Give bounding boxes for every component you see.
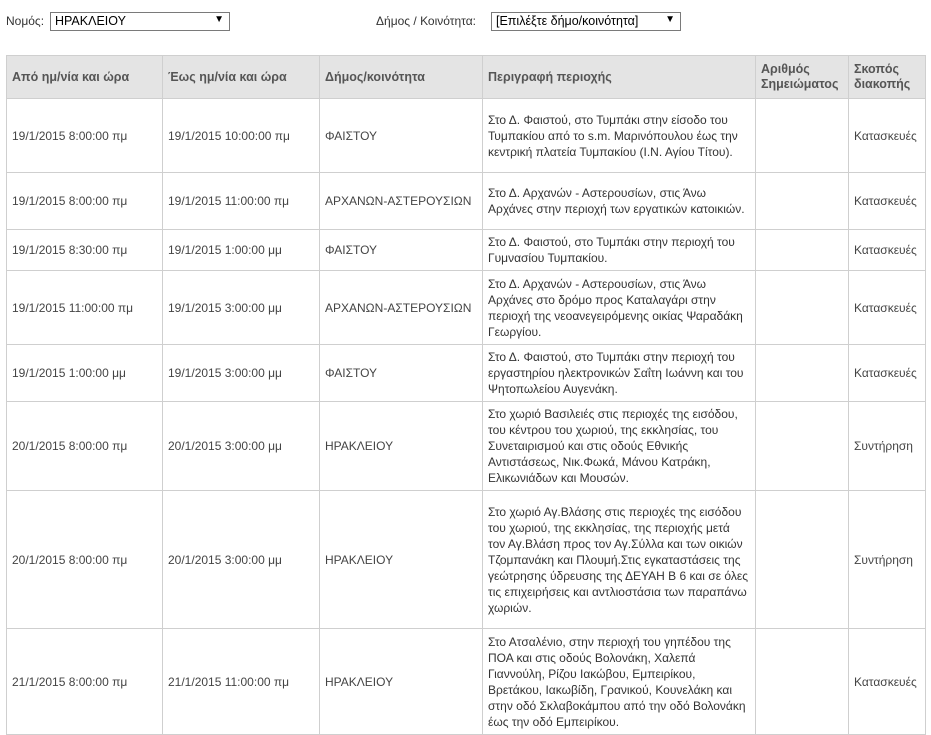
cell-description: Στο Δ. Φαιστού, στο Τυμπάκι στην περιοχή του εργαστηρίου ηλεκτρονικών Σαΐτη Ιωάννη και του Ψητοπωλείου Αυγενάκη. [483,345,756,402]
cell-reason: Κατασκευές [849,99,926,173]
prefecture-select[interactable] [50,12,230,31]
cell-to: 19/1/2015 3:00:00 μμ [163,271,320,345]
cell-description: Στο Δ. Αρχανών - Αστερουσίων, στις Άνω Αρχάνες στο δρόμο προς Καταλαγάρι στην περιοχή της νεοανεγειρόμενης οικίας Ψαραδάκη Γεωργίου. [483,271,756,345]
cell-reason: Κατασκευές [849,230,926,271]
cell-point-number [756,345,849,402]
table-row [7,230,926,271]
cell-to: 19/1/2015 1:00:00 μμ [163,230,320,271]
cell-reason: Κατασκευές [849,173,926,230]
cell-from: 19/1/2015 8:00:00 πμ [7,173,163,230]
table-header-row [7,56,926,99]
cell-point-number [756,99,849,173]
cell-to: 19/1/2015 10:00:00 πμ [163,99,320,173]
cell-description: Στο χωριό Αγ.Βλάσης στις περιοχές της εισόδου του χωριού, της εκκλησίας, της περιοχής μετά τον Αγ.Βλάση προς τον Αγ.Σύλλα και των οικιών Τζομπανάκη και Πλουμή.Στις εγκαταστάσεις της γεώτρησης ύδρευσης της ΔΕΥΑΗ Β 6 και σε όλες τις επιχειρήσεις και αντλιοστάσια των παραπάνω χωριών. [483,491,756,629]
table-row [7,345,926,402]
cell-reason: Κατασκευές [849,629,926,735]
cell-to: 19/1/2015 3:00:00 μμ [163,345,320,402]
cell-from: 19/1/2015 8:30:00 πμ [7,230,163,271]
prefecture-label: Νομός: [6,14,45,28]
cell-from: 19/1/2015 11:00:00 πμ [7,271,163,345]
cell-municipality: ΦΑΙΣΤΟΥ [320,230,483,271]
cell-description: Στο Δ. Φαιστού, στο Τυμπάκι στην περιοχή του Γυμνασίου Τυμπακίου. [483,230,756,271]
cell-point-number [756,271,849,345]
municipality-label: Δήμος / Κοινότητα: [376,14,477,28]
cell-from: 21/1/2015 8:00:00 πμ [7,629,163,735]
cell-to: 21/1/2015 11:00:00 πμ [163,629,320,735]
header-to[interactable]: Έως ημ/νία και ώρα [163,56,320,99]
cell-to: 19/1/2015 11:00:00 πμ [163,173,320,230]
cell-description: Στο Δ. Φαιστού, στο Τυμπάκι στην είσοδο του Τυμπακίου από το s.m. Μαρινόπουλου έως την κεντρική πλατεία Τυμπακίου (Ι.Ν. Αγίου Τίτου). [483,99,756,173]
cell-municipality: ΗΡΑΚΛΕΙΟΥ [320,491,483,629]
cell-from: 19/1/2015 1:00:00 μμ [7,345,163,402]
cell-description: Στο Ατσαλένιο, στην περιοχή του γηπέδου της ΠΟΑ και στις οδούς Βολονάκη, Χαλεπά Γιαννούλη, Ρίζου Ιακώβου, Εμπειρίκου, Βρετάκου, Ιακωβίδη, Γρανικού, Κουνελάκη και στην οδό Σκλαβοκάμπου από την οδό Βολονάκη έως την οδό Εμπειρίκου. [483,629,756,735]
cell-to: 20/1/2015 3:00:00 μμ [163,491,320,629]
cell-point-number [756,402,849,491]
table-row [7,629,926,735]
municipality-select[interactable] [491,12,681,31]
cell-reason: Συντήρηση [849,402,926,491]
cell-from: 20/1/2015 8:00:00 πμ [7,491,163,629]
table-row [7,491,926,629]
table-row [7,402,926,491]
cell-description: Στο Δ. Αρχανών - Αστερουσίων, στις Άνω Αρχάνες στην περιοχή των εργατικών κατοικιών. [483,173,756,230]
table-row [7,173,926,230]
dropdown-arrow-icon: ▼ [665,14,675,25]
header-description[interactable]: Περιγραφή περιοχής [483,56,756,99]
cell-municipality: ΦΑΙΣΤΟΥ [320,99,483,173]
outages-table [6,55,926,735]
prefecture-select-value: ΗΡΑΚΛΕΙΟΥ [55,14,126,28]
cell-point-number [756,173,849,230]
cell-to: 20/1/2015 3:00:00 μμ [163,402,320,491]
cell-reason: Κατασκευές [849,345,926,402]
header-reason[interactable]: Σκοπός διακοπής [849,56,926,99]
cell-reason: Συντήρηση [849,491,926,629]
cell-from: 19/1/2015 8:00:00 πμ [7,99,163,173]
cell-reason: Κατασκευές [849,271,926,345]
cell-point-number [756,629,849,735]
cell-point-number [756,491,849,629]
cell-from: 20/1/2015 8:00:00 πμ [7,402,163,491]
header-point-number[interactable]: Αριθμός Σημειώματος [756,56,849,99]
cell-description: Στο χωριό Βασιλειές στις περιοχές της εισόδου, του κέντρου του χωριού, της εκκλησίας, του Συνεταιρισμού και στις οδούς Εθνικής Αντιστάσεως, Νικ.Φωκά, Μάνου Κατράκη, Ελικωνιάδων και Μουσών. [483,402,756,491]
header-municipality[interactable]: Δήμος/κοινότητα [320,56,483,99]
cell-municipality: ΦΑΙΣΤΟΥ [320,345,483,402]
filter-bar [6,12,926,32]
cell-municipality: ΑΡΧΑΝΩΝ-ΑΣΤΕΡΟΥΣΙΩΝ [320,173,483,230]
cell-municipality: ΑΡΧΑΝΩΝ-ΑΣΤΕΡΟΥΣΙΩΝ [320,271,483,345]
dropdown-arrow-icon: ▼ [214,14,224,25]
municipality-select-value: [Επιλέξτε δήμο/κοινότητα] [496,14,639,28]
header-from[interactable]: Από ημ/νία και ώρα [7,56,163,99]
table-row [7,271,926,345]
table-row [7,99,926,173]
cell-municipality: ΗΡΑΚΛΕΙΟΥ [320,402,483,491]
cell-point-number [756,230,849,271]
cell-municipality: ΗΡΑΚΛΕΙΟΥ [320,629,483,735]
